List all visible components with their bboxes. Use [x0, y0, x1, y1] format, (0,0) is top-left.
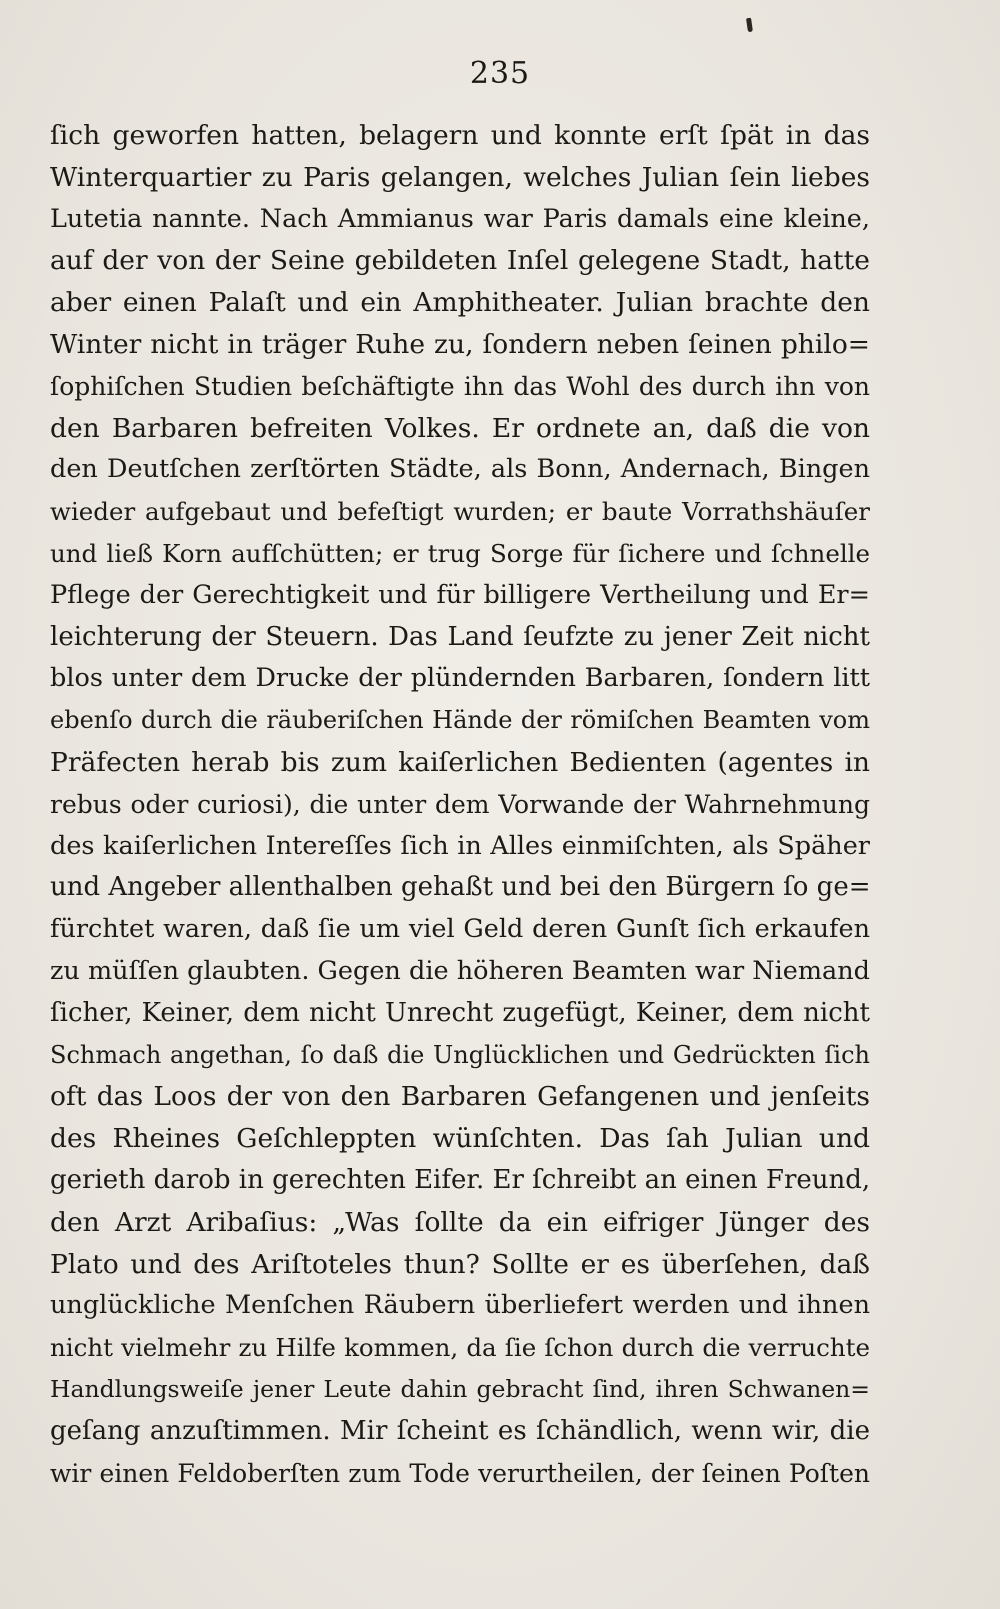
text-line: zu müſſen glaubten. Gegen die höheren Beamten war Niemand: [50, 955, 870, 986]
body-text: [50, 115, 870, 1494]
text-line: aber einen Palaſt und ein Amphitheater. Julian brachte den: [50, 287, 870, 319]
text-line: Schmach angethan, ſo daß die Unglücklichen und Gedrückten ſich: [50, 1040, 870, 1069]
text-line: auf der von der Seine gebildeten Inſel gelegene Stadt, hatte: [50, 245, 870, 277]
text-line: oft das Loos der von den Barbaren Gefangenen und jenſeits: [50, 1081, 870, 1113]
text-line: wir einen Feldoberſten zum Tode verurtheilen, der ſeinen Poſten: [50, 1458, 870, 1488]
text-line: nicht vielmehr zu Hilfe kommen, da ſie ſchon durch die verruchte: [50, 1333, 870, 1363]
text-line: Lutetia nannte. Nach Ammianus war Paris damals eine kleine,: [50, 203, 870, 234]
text-line: Winterquartier zu Paris gelangen, welches Julian ſein liebes: [50, 161, 870, 193]
text-line: geſang anzuſtimmen. Mir ſcheint es ſchändlich, wenn wir, die: [50, 1415, 870, 1446]
ink-mark: [746, 18, 753, 33]
text-line: fürchtet waren, daß ſie um viel Geld deren Gunſt ſich erkaufen: [50, 914, 870, 945]
text-line: Winter nicht in träger Ruhe zu, ſondern neben ſeinen philo=: [50, 328, 870, 360]
text-line: Pflege der Gerechtigkeit und für billigere Vertheilung und Er=: [50, 579, 870, 610]
text-line: Präfecten herab bis zum kaiſerlichen Bedienten (agentes in: [50, 746, 870, 778]
text-line: den Barbaren befreiten Volkes. Er ordnete an, daß die von: [50, 412, 870, 444]
text-line: gerieth darob in gerechten Eifer. Er ſchreibt an einen Freund,: [50, 1164, 870, 1195]
text-line: und ließ Korn aufſchütten; er trug Sorge für ſichere und ſchnelle: [50, 538, 870, 568]
text-line: ſophiſchen Studien beſchäftigte ihn das Wohl des durch ihn von: [50, 371, 870, 401]
text-line: ſich geworfen hatten, belagern und konnte erſt ſpät in das: [50, 120, 870, 151]
text-line: den Deutſchen zerſtörten Städte, als Bonn, Andernach, Bingen: [50, 454, 870, 485]
text-line: und Angeber allenthalben gehaßt und bei den Bürgern ſo ge=: [50, 872, 870, 903]
text-line: unglückliche Menſchen Räubern überliefert werden und ihnen: [50, 1290, 870, 1321]
text-line: wieder aufgebaut und befeſtigt wurden; er baute Vorrathshäuſer: [50, 497, 870, 527]
text-line: leichterung der Steuern. Das Land ſeufzte zu jener Zeit nicht: [50, 621, 870, 652]
text-line: den Arzt Aribaſius: „Was ſollte da ein eifriger Jünger des: [50, 1206, 870, 1238]
text-line: ſicher, Keiner, dem nicht Unrecht zugefügt, Keiner, dem nicht: [50, 997, 870, 1028]
text-line: ebenſo durch die räuberiſchen Hände der römiſchen Beamten vom: [50, 706, 870, 735]
text-line: Handlungsweiſe jener Leute dahin gebracht ſind, ihren Schwanen=: [50, 1374, 870, 1403]
text-line: Plato und des Ariſtoteles thun? Sollte er es überſehen, daß: [50, 1248, 870, 1280]
text-line: des Rheines Geſchleppten wünſchten. Das ſah Julian und: [50, 1123, 870, 1155]
text-line: rebus oder curiosi), die unter dem Vorwande der Wahrnehmung: [50, 789, 870, 819]
text-line: des kaiſerlichen Intereſſes ſich in Alles einmiſchten, als Späher: [50, 830, 870, 861]
page-number: 235: [469, 56, 531, 91]
text-line: blos unter dem Drucke der plündernden Barbaren, ſondern litt: [50, 663, 870, 694]
